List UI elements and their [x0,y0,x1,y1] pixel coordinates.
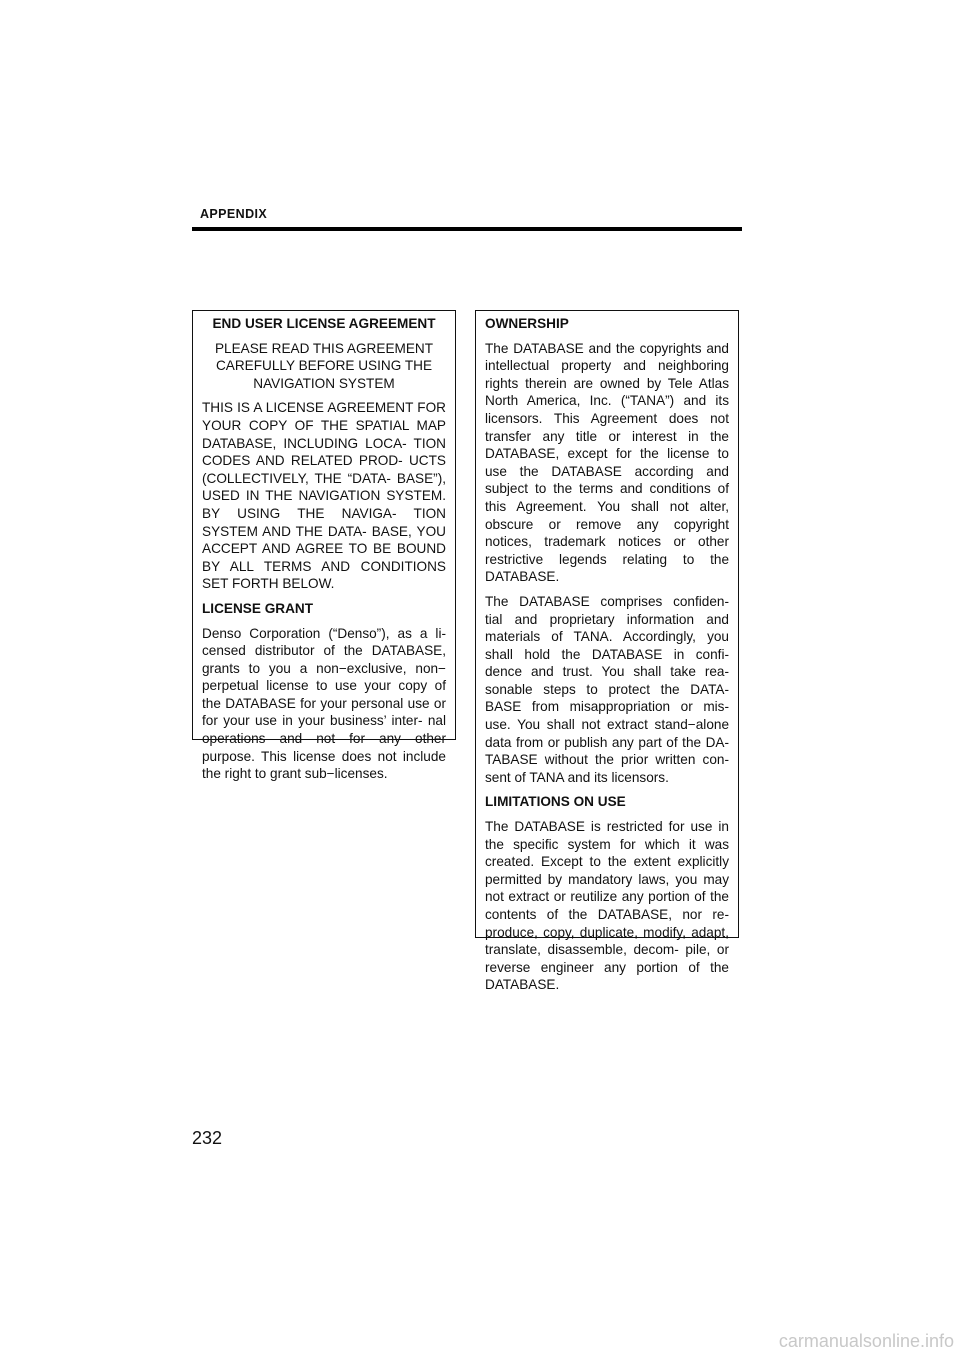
agreement-title: END USER LICENSE AGREEMENT [212,316,436,331]
ownership-heading: OWNERSHIP [485,316,569,331]
agreement-notice: PLEASE READ THIS AGREEMENT CAREFULLY BEFORE USING THE NAVIGATION SYSTEM [214,340,434,391]
limitations-heading: LIMITATIONS ON USE [485,794,626,810]
ownership-box [475,310,739,993]
license-grant-heading: LICENSE GRANT [202,600,314,616]
ownership-paragraph-2: The DATABASE comprises confiden- tial and proprietary information and materials of TANA. Accordingly, you shall hold the DATABASE in confi- dence and trust. You shall take rea- sonable steps to protect the DATA- BASE from misappropriation or mis- use. You shall not extract stand−alone data from or publish any part of the DA- TABASE without the prior written con- sent of TANA and its licensors. [485,593,729,785]
limitations-text: The DATABASE is restricted for use in the specific system for which it was created. Except to the extent explicitly permitted by mandatory laws, you may not extract or reutilize any portion of the contents of the DATABASE, nor re- produce, copy, duplicate, modify, adapt, translate, disassemble, decom- pile, or reverse engineer any portion of the DATABASE. [485,819,729,993]
section-header: APPENDIX [200,207,268,221]
license-agreement-box [192,310,456,782]
site-watermark: carmanualsonline.info [778,1331,954,1351]
agreement-intro: THIS IS A LICENSE AGREEMENT FOR YOUR COPY OF THE SPATIAL MAP DATABASE, INCLUDING LOCA- TION CODES AND RELATED PROD- UCTS (COLLECTIVELY, THE “DATA- BASE”), USED IN THE NAVIGATION SYSTEM. BY USING THE NAVIGA- TION SYSTEM AND THE DATA- BASE, YOU ACCEPT AND AGREE TO BE BOUND BY ALL TERMS AND CONDITIONS SET FORTH BELOW. [202,400,446,592]
page-number: 232 [192,1128,223,1148]
header-rule [192,227,742,231]
ownership-paragraph-1: The DATABASE and the copyrights and intellectual property and neighboring rights therein are owned by Tele Atlas North America, Inc. (“TANA”) and its licensors. This Agreement does not transfer any title or interest in the DATABASE, except for the license to use the DATABASE according and subject to the terms and conditions of this Agreement. You shall not alter, obscure or remove any copyright notices, trademark notices or other restrictive legends relating to the DATABASE. [485,340,729,585]
license-grant-text: Denso Corporation (“Denso”), as a li- censed distributor of the DATABASE, grants to you a non−exclusive, non− perpetual license to use your copy of the DATABASE for your personal use or for your use in your business’ inter- nal operations and not for any other purpose. This license does not include the right to grant sub−licenses. [202,625,446,782]
